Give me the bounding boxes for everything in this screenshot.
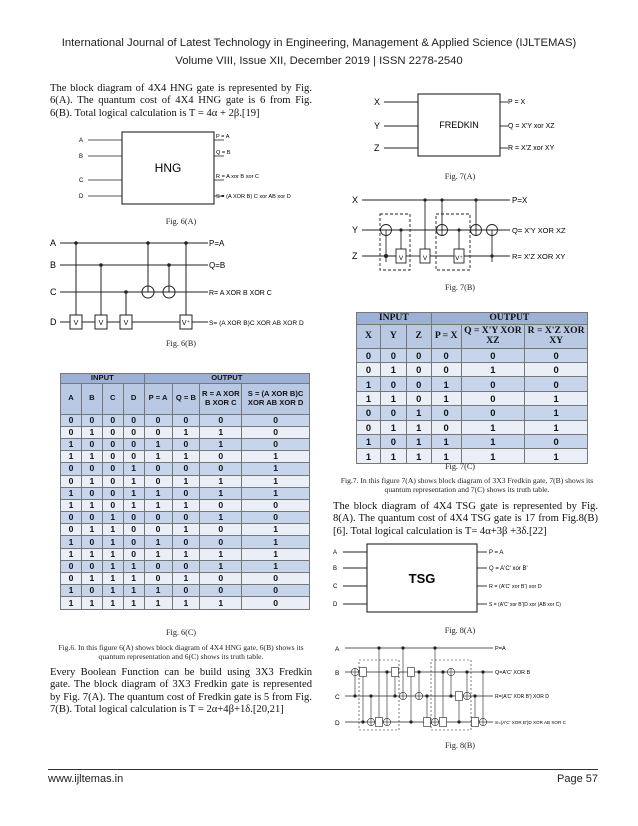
fig7b-input-z: Z: [352, 251, 358, 261]
fig8b-output-r: R=(A'C' XOR B') XOR D: [495, 694, 549, 700]
table-cell: 0: [81, 463, 102, 475]
table-cell: 0: [200, 499, 242, 511]
table-cell: 0: [144, 475, 172, 487]
tsg-output-p: P = A: [489, 550, 504, 556]
fig7b-gate-v2: V: [422, 255, 428, 262]
table-cell: 0: [102, 487, 123, 499]
table-cell: 1: [172, 524, 200, 536]
table-cell: 1: [461, 362, 525, 376]
journal-issue: Volume VIII, Issue XII, December 2019 | ISSN 2278-2540: [175, 55, 463, 67]
table-cell: 0: [525, 348, 588, 362]
fig6c-truth-table: [60, 373, 310, 610]
table-cell: 0: [200, 414, 242, 426]
fig7b-output-p: P=X: [512, 196, 528, 205]
table-row: [61, 475, 310, 487]
table-cell: 1: [525, 449, 588, 463]
fig8b-tsg-quantum-circuit: [333, 640, 598, 734]
fig7b-gate-vplus: V⁺: [455, 255, 463, 262]
fig6b-hng-quantum-circuit: [48, 233, 326, 333]
table-cell: 1: [461, 449, 525, 463]
fig6b-gate-v3: V: [123, 320, 129, 327]
table-cell: 0: [431, 348, 461, 362]
table-cell: 1: [172, 573, 200, 585]
table-cell: 1: [123, 585, 144, 597]
table-cell: 0: [200, 573, 242, 585]
fig7c-truth-table: [356, 312, 588, 464]
col-header: Q = B: [172, 383, 200, 414]
table-cell: 1: [123, 560, 144, 572]
table-cell: 0: [172, 512, 200, 524]
table-cell: 0: [123, 512, 144, 524]
table-cell: 0: [406, 391, 431, 405]
hng-output-q: Q = B: [216, 150, 231, 156]
table-row: [61, 585, 310, 597]
table-cell: 0: [431, 406, 461, 420]
fig8a-caption: Fig. 8(A): [444, 626, 476, 635]
table-row: [61, 426, 310, 438]
table-cell: 0: [81, 438, 102, 450]
table-cell: 0: [61, 426, 82, 438]
fig8b-output-q: Q=A'C' XOR B: [495, 670, 531, 676]
hng-block-label: HNG: [154, 161, 182, 175]
table-cell: 0: [242, 512, 310, 524]
table-cell: 0: [461, 348, 525, 362]
table-cell: 1: [406, 434, 431, 448]
table-cell: 1: [81, 597, 102, 609]
table-cell: 1: [380, 391, 406, 405]
table-cell: 0: [123, 414, 144, 426]
fig6b-input-d: D: [50, 317, 57, 327]
table-cell: 0: [461, 406, 525, 420]
table-cell: 0: [61, 414, 82, 426]
table-cell: 1: [61, 499, 82, 511]
col-header: Y: [380, 324, 406, 348]
table-group-output: OUTPUT: [144, 374, 309, 384]
col-header: D: [123, 383, 144, 414]
table-cell: 1: [123, 475, 144, 487]
table-cell: 0: [61, 573, 82, 585]
table-cell: 1: [144, 597, 172, 609]
table-cell: 1: [200, 438, 242, 450]
col-header: C: [102, 383, 123, 414]
table-cell: 1: [61, 536, 82, 548]
table-cell: 0: [81, 560, 102, 572]
table-cell: 1: [242, 548, 310, 560]
fig6a-hng-block-diagram: [74, 128, 324, 208]
tsg-input-b: B: [333, 566, 338, 572]
table-cell: 1: [102, 548, 123, 560]
table-cell: 1: [525, 406, 588, 420]
fig8b-output-s: S=(A'C' XOR B')D XOR AB XOR C: [495, 720, 566, 725]
table-cell: 1: [172, 548, 200, 560]
table-cell: 0: [525, 434, 588, 448]
tsg-output-r: R = (A'C' xor B') xor D: [489, 584, 542, 590]
table-row: [357, 391, 588, 405]
table-cell: 1: [61, 597, 82, 609]
hng-input-c: C: [79, 178, 84, 184]
table-cell: 0: [144, 463, 172, 475]
table-cell: 0: [144, 524, 172, 536]
table-cell: 1: [200, 560, 242, 572]
col-header: Z: [406, 324, 431, 348]
fredkin-output-q: Q = X'Y xor XZ: [508, 123, 555, 130]
table-row: [61, 560, 310, 572]
table-cell: 0: [102, 463, 123, 475]
table-cell: 1: [144, 499, 172, 511]
table-cell: 1: [380, 420, 406, 434]
table-cell: 0: [200, 451, 242, 463]
table-row: [61, 597, 310, 609]
footer-page-number: Page 57: [557, 773, 598, 785]
table-cell: 1: [102, 524, 123, 536]
table-cell: 1: [81, 499, 102, 511]
table-row: [61, 414, 310, 426]
table-cell: 1: [242, 536, 310, 548]
fig8b-input-b: B: [335, 670, 340, 677]
table-cell: 0: [406, 348, 431, 362]
table-cell: 0: [172, 560, 200, 572]
fig7a-caption: Fig. 7(A): [444, 172, 476, 181]
table-cell: 0: [242, 573, 310, 585]
table-cell: 0: [242, 414, 310, 426]
table-row: [357, 348, 588, 362]
hng-input-d: D: [79, 194, 84, 200]
table-cell: 0: [172, 438, 200, 450]
table-cell: 0: [172, 487, 200, 499]
fig6b-output-p: P=A: [209, 239, 225, 248]
table-cell: 1: [144, 451, 172, 463]
fig7b-fredkin-quantum-circuit: [350, 190, 600, 276]
table-cell: 1: [431, 391, 461, 405]
hng-output-r: R = A xor B xor C: [216, 174, 260, 180]
table-cell: 1: [102, 573, 123, 585]
table-cell: 0: [200, 536, 242, 548]
table-cell: 1: [242, 560, 310, 572]
table-row: [357, 377, 588, 391]
table-cell: 1: [200, 512, 242, 524]
table-cell: 0: [200, 585, 242, 597]
fig6b-input-b: B: [50, 260, 57, 270]
table-cell: 0: [61, 475, 82, 487]
table-cell: 0: [61, 512, 82, 524]
fig6b-output-r: R= A XOR B XOR C: [209, 290, 272, 297]
table-cell: 0: [144, 560, 172, 572]
table-cell: 0: [61, 524, 82, 536]
table-cell: 0: [200, 524, 242, 536]
table-cell: 0: [357, 348, 381, 362]
table-cell: 1: [144, 487, 172, 499]
table-cell: 1: [172, 426, 200, 438]
tsg-input-c: C: [333, 584, 338, 590]
col-header: P = X: [431, 324, 461, 348]
table-row: [357, 362, 588, 376]
table-cell: 0: [144, 573, 172, 585]
table-cell: 0: [144, 426, 172, 438]
table-cell: 0: [144, 512, 172, 524]
table-group-output: OUTPUT: [431, 313, 587, 325]
table-cell: 0: [525, 362, 588, 376]
table-cell: 1: [81, 573, 102, 585]
fig7b-input-y: Y: [352, 225, 359, 235]
table-cell: 0: [200, 463, 242, 475]
table-cell: 1: [242, 475, 310, 487]
table-cell: 1: [102, 512, 123, 524]
tsg-input-a: A: [333, 550, 338, 556]
fig7a-fredkin-block-diagram: [370, 90, 590, 160]
table-cell: 1: [123, 573, 144, 585]
table-cell: 0: [102, 475, 123, 487]
table-cell: 0: [172, 414, 200, 426]
paragraph-hng: The block diagram of 4X4 HNG gate is represented by Fig. 6(A). The quantum cost of 4X4 HNG gate is 6 from Fig. 6(B). Total logical calculation is T = 4α + 2β.[19]: [50, 83, 312, 119]
table-cell: 1: [406, 449, 431, 463]
table-cell: 1: [525, 391, 588, 405]
table-row: [357, 434, 588, 448]
fredkin-block-label: FREDKIN: [439, 120, 479, 130]
col-header: R = X'Z XOR XY: [525, 324, 588, 348]
paragraph-fredkin: Every Boolean Function can be build using 3X3 Fredkin gate. The block diagram of 3X3 Fredkin gate is represented by Fig. 7(A). The quantum cost of Fredkin gate is 5 from Fig. 7(B). Total logical calculation is T = 2α+4β+1δ.[20,21]: [50, 667, 312, 716]
table-cell: 1: [102, 560, 123, 572]
table-cell: 1: [144, 438, 172, 450]
table-cell: 1: [81, 451, 102, 463]
paragraph-tsg: The block diagram of 4X4 TSG gate is represented by Fig. 8(A). The quantum cost of 4X4 TSG gate is 17 from Fig.8(B)[6]. Total logical calculation is T= 4α+3β +3δ.[22]: [333, 501, 598, 537]
table-cell: 1: [81, 426, 102, 438]
table-cell: 1: [357, 377, 381, 391]
table-cell: 0: [242, 597, 310, 609]
table-cell: 1: [102, 536, 123, 548]
table-cell: 0: [81, 585, 102, 597]
table-cell: 1: [242, 524, 310, 536]
table-cell: 0: [357, 420, 381, 434]
fredkin-input-z: Z: [374, 143, 380, 153]
table-row: [61, 573, 310, 585]
table-cell: 0: [406, 377, 431, 391]
col-header: R = A XOR B XOR C: [200, 383, 242, 414]
fig6b-output-q: Q=B: [209, 261, 226, 270]
fig8b-caption: Fig. 8(B): [444, 741, 476, 750]
table-cell: 1: [172, 597, 200, 609]
table-cell: 0: [123, 438, 144, 450]
table-cell: 1: [123, 487, 144, 499]
col-header: Q = X'Y XOR XZ: [461, 324, 525, 348]
table-cell: 1: [200, 426, 242, 438]
fig8b-input-c: C: [335, 694, 340, 701]
tsg-input-d: D: [333, 602, 338, 608]
table-cell: 0: [102, 451, 123, 463]
col-header: P = A: [144, 383, 172, 414]
table-cell: 0: [123, 536, 144, 548]
table-cell: 0: [172, 536, 200, 548]
table-row: [61, 451, 310, 463]
table-cell: 1: [200, 548, 242, 560]
table-cell: 0: [172, 585, 200, 597]
table-cell: 0: [102, 426, 123, 438]
fig6b-input-c: C: [50, 287, 57, 297]
table-cell: 1: [200, 597, 242, 609]
hng-input-a: A: [79, 138, 84, 144]
table-cell: 1: [123, 463, 144, 475]
table-row: [61, 512, 310, 524]
table-cell: 1: [431, 377, 461, 391]
table-cell: 0: [102, 499, 123, 511]
table-cell: 1: [380, 449, 406, 463]
col-header: A: [61, 383, 82, 414]
fig7c-caption: Fig. 7(C): [444, 462, 476, 471]
table-cell: 1: [357, 391, 381, 405]
fig7-figure-caption: Fig.7. In this figure 7(A) shows block diagram of 3X3 Fredkin gate, 7(B) shows its quantum representation and 7(C) shows its truth table.: [340, 476, 594, 495]
fig7b-gate-v1: V: [398, 255, 404, 262]
table-cell: 1: [431, 434, 461, 448]
footer-rule: [48, 769, 598, 770]
table-cell: 1: [525, 420, 588, 434]
table-row: [357, 406, 588, 420]
table-cell: 0: [81, 487, 102, 499]
fig8b-input-d: D: [335, 720, 340, 727]
table-cell: 1: [357, 449, 381, 463]
fig7b-output-q: Q= X'Y XOR XZ: [512, 226, 566, 235]
fig7b-output-r: R= X'Z XOR XY: [512, 252, 566, 261]
table-cell: 1: [200, 475, 242, 487]
table-cell: 1: [200, 487, 242, 499]
fig8b-output-p: P=A: [495, 646, 506, 652]
fredkin-output-r: R = X'Z xor XY: [508, 145, 555, 152]
tsg-output-s: S = (A'C' xor B')D xor (AB xor C): [489, 602, 561, 608]
table-cell: 1: [242, 463, 310, 475]
table-cell: 1: [172, 451, 200, 463]
table-cell: 0: [172, 463, 200, 475]
table-cell: 1: [406, 406, 431, 420]
table-cell: 1: [461, 434, 525, 448]
table-cell: 0: [357, 362, 381, 376]
fig6a-caption: Fig. 6(A): [165, 217, 197, 226]
col-header: S = (A XOR B)C XOR AB XOR D: [242, 383, 310, 414]
table-cell: 1: [144, 536, 172, 548]
table-cell: 0: [81, 536, 102, 548]
table-cell: 1: [431, 449, 461, 463]
fredkin-output-p: P = X: [508, 99, 526, 106]
table-cell: 1: [61, 548, 82, 560]
table-cell: 1: [61, 451, 82, 463]
table-cell: 1: [172, 475, 200, 487]
table-row: [61, 499, 310, 511]
fig7b-input-x: X: [352, 195, 359, 205]
table-row: [61, 524, 310, 536]
table-cell: 1: [102, 585, 123, 597]
table-cell: 0: [406, 362, 431, 376]
fig6b-input-a: A: [50, 238, 57, 248]
fig7b-caption: Fig. 7(B): [444, 283, 476, 292]
table-cell: 1: [61, 585, 82, 597]
fig6b-caption: Fig. 6(B): [165, 339, 197, 348]
table-group-input: INPUT: [357, 313, 432, 325]
table-cell: 0: [431, 420, 461, 434]
table-cell: 0: [380, 377, 406, 391]
fig8b-input-a: A: [335, 646, 340, 653]
table-cell: 1: [81, 548, 102, 560]
fig6b-output-s: S= (A XOR B)C XOR AB XOR D: [209, 320, 304, 327]
table-cell: 0: [123, 548, 144, 560]
table-cell: 0: [61, 560, 82, 572]
table-cell: 0: [102, 438, 123, 450]
fig6c-caption: Fig. 6(C): [165, 628, 197, 637]
table-cell: 0: [81, 512, 102, 524]
table-cell: 0: [123, 451, 144, 463]
table-cell: 1: [123, 597, 144, 609]
footer-site-link[interactable]: www.ijltemas.in: [48, 773, 124, 785]
table-cell: 0: [357, 406, 381, 420]
table-cell: 1: [380, 362, 406, 376]
col-header: X: [357, 324, 381, 348]
tsg-output-q: Q = A'C' xor B': [489, 566, 528, 572]
table-cell: 0: [144, 414, 172, 426]
table-cell: 1: [61, 438, 82, 450]
fig6b-gate-vplus: V⁺: [181, 320, 191, 327]
table-cell: 1: [81, 524, 102, 536]
table-cell: 0: [461, 391, 525, 405]
table-cell: 0: [242, 426, 310, 438]
hng-output-p: P = A: [216, 134, 230, 140]
table-cell: 0: [431, 362, 461, 376]
fig6b-gate-v1: V: [73, 320, 79, 327]
table-cell: 0: [81, 414, 102, 426]
journal-title: International Journal of Latest Technology in Engineering, Management & Applied Science (IJLTEMAS): [61, 37, 577, 49]
table-cell: 1: [81, 475, 102, 487]
table-cell: 0: [61, 463, 82, 475]
table-cell: 0: [461, 377, 525, 391]
fig8a-tsg-block-diagram: [333, 542, 598, 616]
table-cell: 1: [172, 499, 200, 511]
table-cell: 1: [406, 420, 431, 434]
table-cell: 0: [380, 434, 406, 448]
table-cell: 1: [357, 434, 381, 448]
table-cell: 0: [242, 585, 310, 597]
fredkin-input-x: X: [374, 97, 381, 107]
fig6b-gate-v2: V: [98, 320, 104, 327]
table-cell: 1: [61, 487, 82, 499]
table-cell: 0: [123, 426, 144, 438]
hng-output-s: S = (A XOR B) C xor AB xor D: [216, 194, 291, 200]
table-row: [357, 420, 588, 434]
table-cell: 1: [461, 420, 525, 434]
table-row: [61, 487, 310, 499]
fig6-figure-caption: Fig.6. In this figure 6(A) shows block diagram of 4X4 HNG gate, 6(B) shows its quantum representation and 6(C) shows its truth table.: [58, 643, 304, 662]
table-cell: 1: [242, 451, 310, 463]
table-cell: 1: [102, 597, 123, 609]
hng-input-b: B: [79, 154, 84, 160]
table-cell: 0: [102, 414, 123, 426]
table-row: [61, 438, 310, 450]
table-cell: 0: [242, 499, 310, 511]
table-cell: 0: [242, 438, 310, 450]
table-cell: 1: [242, 487, 310, 499]
table-cell: 0: [380, 348, 406, 362]
col-header: B: [81, 383, 102, 414]
table-group-input: INPUT: [61, 374, 145, 384]
table-cell: 1: [144, 585, 172, 597]
table-cell: 0: [525, 377, 588, 391]
tsg-block-label: TSG: [408, 571, 436, 586]
table-cell: 1: [144, 548, 172, 560]
fredkin-input-y: Y: [374, 121, 381, 131]
table-cell: 0: [123, 524, 144, 536]
table-row: [61, 463, 310, 475]
table-row: [61, 536, 310, 548]
table-cell: 0: [380, 406, 406, 420]
table-row: [61, 548, 310, 560]
table-cell: 1: [123, 499, 144, 511]
